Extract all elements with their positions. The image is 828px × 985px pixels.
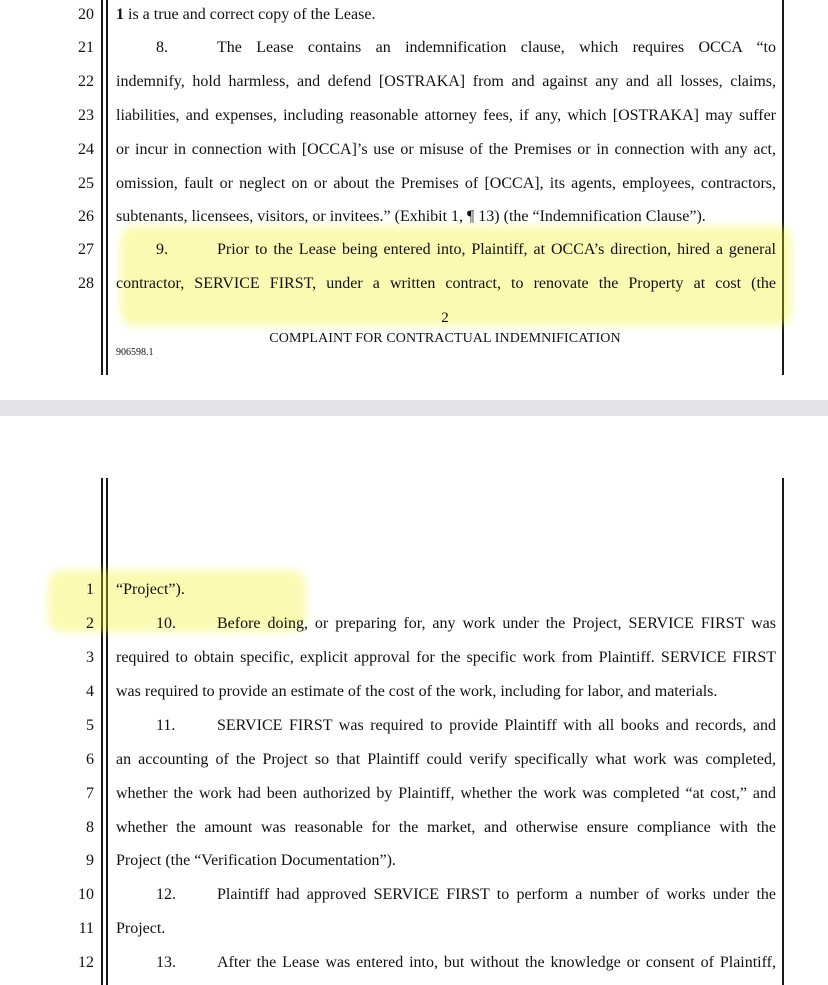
text-line: required to obtain specific, explicit approval for the specific work from Plaintiff. SERVICE FIRST [116, 649, 776, 666]
margin-rule-left-1 [101, 0, 103, 375]
line-number: 23 [78, 107, 94, 124]
line-number: 1 [86, 581, 94, 598]
paragraph-number: 13. [156, 954, 176, 971]
text-line: contractor, SERVICE FIRST, under a written contract, to renovate the Property at cost (the [116, 275, 776, 292]
text-line: was required to provide an estimate of the cost of the work, including for labor, and materials. [116, 683, 718, 700]
page-separator [0, 400, 828, 416]
text-line [116, 716, 776, 736]
text-line [116, 5, 776, 25]
text-line: liabilities, and expenses, including reasonable attorney fees, if any, which [OSTRAKA] may suffer [116, 107, 776, 124]
text-line: or incur in connection with [OCCA]’s use or misuse of the Premises or in connection with any act, [116, 141, 776, 158]
line-text: The Lease contains an indemnification clause, which requires OCCA “to [217, 39, 776, 56]
line-number: 26 [78, 208, 94, 225]
line-number: 28 [78, 275, 94, 292]
text-line: an accounting of the Project so that Plaintiff could verify specifically what work was completed, [116, 751, 776, 768]
text-line: “Project”). [116, 581, 185, 598]
line-number: 10 [78, 886, 94, 903]
document-page-3 [0, 416, 828, 985]
paragraph-number: 9. [156, 241, 168, 258]
paragraph-number: 11. [156, 717, 176, 734]
text-line: whether the amount was reasonable for the market, and otherwise ensure compliance with the [116, 819, 776, 836]
line-number: 27 [78, 241, 94, 258]
margin-rule-left-2 [106, 0, 108, 375]
line-number: 7 [86, 785, 94, 802]
line-number: 6 [86, 751, 94, 768]
margin-rule-right [782, 478, 784, 985]
exhibit-number: 1 [116, 6, 124, 23]
line-text: Prior to the Lease being entered into, Plaintiff, at OCCA’s direction, hired a general [217, 241, 776, 258]
text-line [116, 38, 776, 58]
line-number: 12 [78, 954, 94, 971]
line-number: 11 [78, 920, 94, 937]
line-number: 24 [78, 141, 94, 158]
text-line: subtenants, licensees, visitors, or invitees.” (Exhibit 1, ¶ 13) (the “Indemnification Clause”). [116, 208, 706, 225]
margin-rule-left-1 [101, 478, 103, 985]
text-line: Project. [116, 920, 166, 937]
text-line: omission, fault or neglect on or about the Premises of [OCCA], its agents, employees, contractors, [116, 175, 776, 192]
paragraph-number: 8. [156, 39, 168, 56]
line-text: After the Lease was entered into, but without the knowledge or consent of Plaintiff, [217, 954, 776, 971]
margin-rule-left-2 [106, 478, 108, 985]
page-number: 2 [441, 310, 449, 326]
paragraph-number: 12. [156, 886, 176, 903]
line-number: 25 [78, 175, 94, 192]
line-text: Before doing, or preparing for, any work under the Project, SERVICE FIRST was [217, 615, 776, 632]
line-number: 2 [86, 615, 94, 632]
line-text: is a true and correct copy of the Lease. [124, 6, 376, 23]
line-number: 9 [86, 852, 94, 869]
line-number: 5 [86, 717, 94, 734]
line-text: SERVICE FIRST was required to provide Plaintiff with all books and records, and [217, 717, 776, 734]
paragraph-number: 10. [156, 615, 176, 632]
text-line [116, 953, 776, 973]
text-line: Project (the “Verification Documentation”). [116, 852, 396, 869]
line-number: 21 [78, 39, 94, 56]
line-number: 3 [86, 649, 94, 666]
line-text: Plaintiff had approved SERVICE FIRST to perform a number of works under the [217, 886, 776, 903]
text-line: whether the work had been authorized by Plaintiff, whether the work was completed “at cost,” and [116, 785, 776, 802]
line-number: 22 [78, 73, 94, 90]
document-id: 906598.1 [116, 347, 154, 358]
text-line [116, 614, 776, 634]
document-page-2 [0, 0, 828, 400]
document-title-footer: COMPLAINT FOR CONTRACTUAL INDEMNIFICATION [269, 331, 621, 346]
text-line: indemnify, hold harmless, and defend [OSTRAKA] from and against any and all losses, claims, [116, 73, 776, 90]
text-line [116, 240, 776, 260]
text-line [116, 885, 776, 905]
line-number: 8 [86, 819, 94, 836]
line-number: 20 [78, 6, 94, 23]
line-number: 4 [86, 683, 94, 700]
